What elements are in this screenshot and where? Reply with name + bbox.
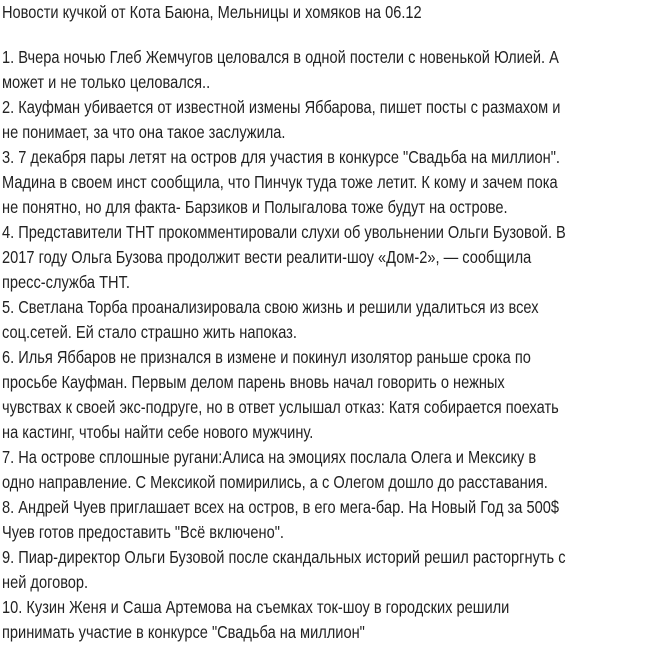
text-line: 5. Светлана Торба проанализировала свою жизнь и решили удалиться из всех	[2, 297, 539, 317]
text-line: Чуев готов предоставить "Всё включено".	[2, 522, 284, 542]
text-line: соц.сетей. Ей стало страшно жить напоказ.	[2, 322, 297, 342]
text-line: не понятно, но для факта- Барзиков и Полыгалова тоже будут на острове.	[2, 197, 508, 217]
text-line: не понимает, за что она такое заслужила.	[2, 122, 286, 142]
text-line: принимать участие в конкурсе "Свадьба на миллион"	[2, 622, 365, 642]
text-line: 2. Кауфман убивается от известной измены Яббарова, пишет посты с размахом и	[2, 97, 561, 117]
text-line: чувствах к своей экс-подруге, но в ответ услышал отказ: Катя собирается поехать	[2, 397, 559, 417]
news-list	[2, 45, 566, 645]
text-line: Мадина в своем инст сообщила, что Пинчук туда тоже летит. К кому и зачем пока	[2, 172, 558, 192]
text-line: 2017 году Ольга Бузова продолжит вести реалити-шоу «Дом-2», — сообщила	[2, 247, 532, 267]
text-line: одно направление. С Мексикой помирились, а с Олегом дошло до расставания.	[2, 472, 548, 492]
text-line: 3. 7 декабря пары летят на остров для участия в конкурсе "Свадьба на миллион".	[2, 147, 561, 167]
text-line: пресс-служба ТНТ.	[2, 272, 130, 292]
text-line: на кастинг, чтобы найти себе нового мужчину.	[2, 422, 314, 442]
text-line: просьбе Кауфман. Первым делом парень вновь начал говорить о нежных	[2, 372, 505, 392]
page-title: Новости кучкой от Кота Баюна, Мельницы и хомяков на 06.12	[2, 2, 422, 22]
text-line: может и не только целовался..	[2, 72, 211, 92]
text-line: 4. Представители ТНТ прокомментировали слухи об увольнении Ольги Бузовой. В	[2, 222, 566, 242]
text-line: 1. Вчера ночью Глеб Жемчугов целовался в одной постели с новенькой Юлией. А	[2, 47, 559, 67]
text-line: 9. Пиар-директор Ольги Бузовой после скандальных историй решил расторгнуть с	[2, 547, 566, 567]
text-line: ней договор.	[2, 572, 89, 592]
text-line: 7. На острове сплошные ругани:Алиса на эмоциях послала Олега и Мексику в	[2, 447, 537, 467]
text-line: 8. Андрей Чуев приглашает всех на остров, в его мега-бар. На Новый Год за 500$	[2, 497, 559, 517]
text-line: 10. Кузин Женя и Саша Артемова на съемках ток-шоу в городских решили	[2, 597, 510, 617]
text-line: 6. Илья Яббаров не признался в измене и покинул изолятор раньше срока по	[2, 347, 531, 367]
